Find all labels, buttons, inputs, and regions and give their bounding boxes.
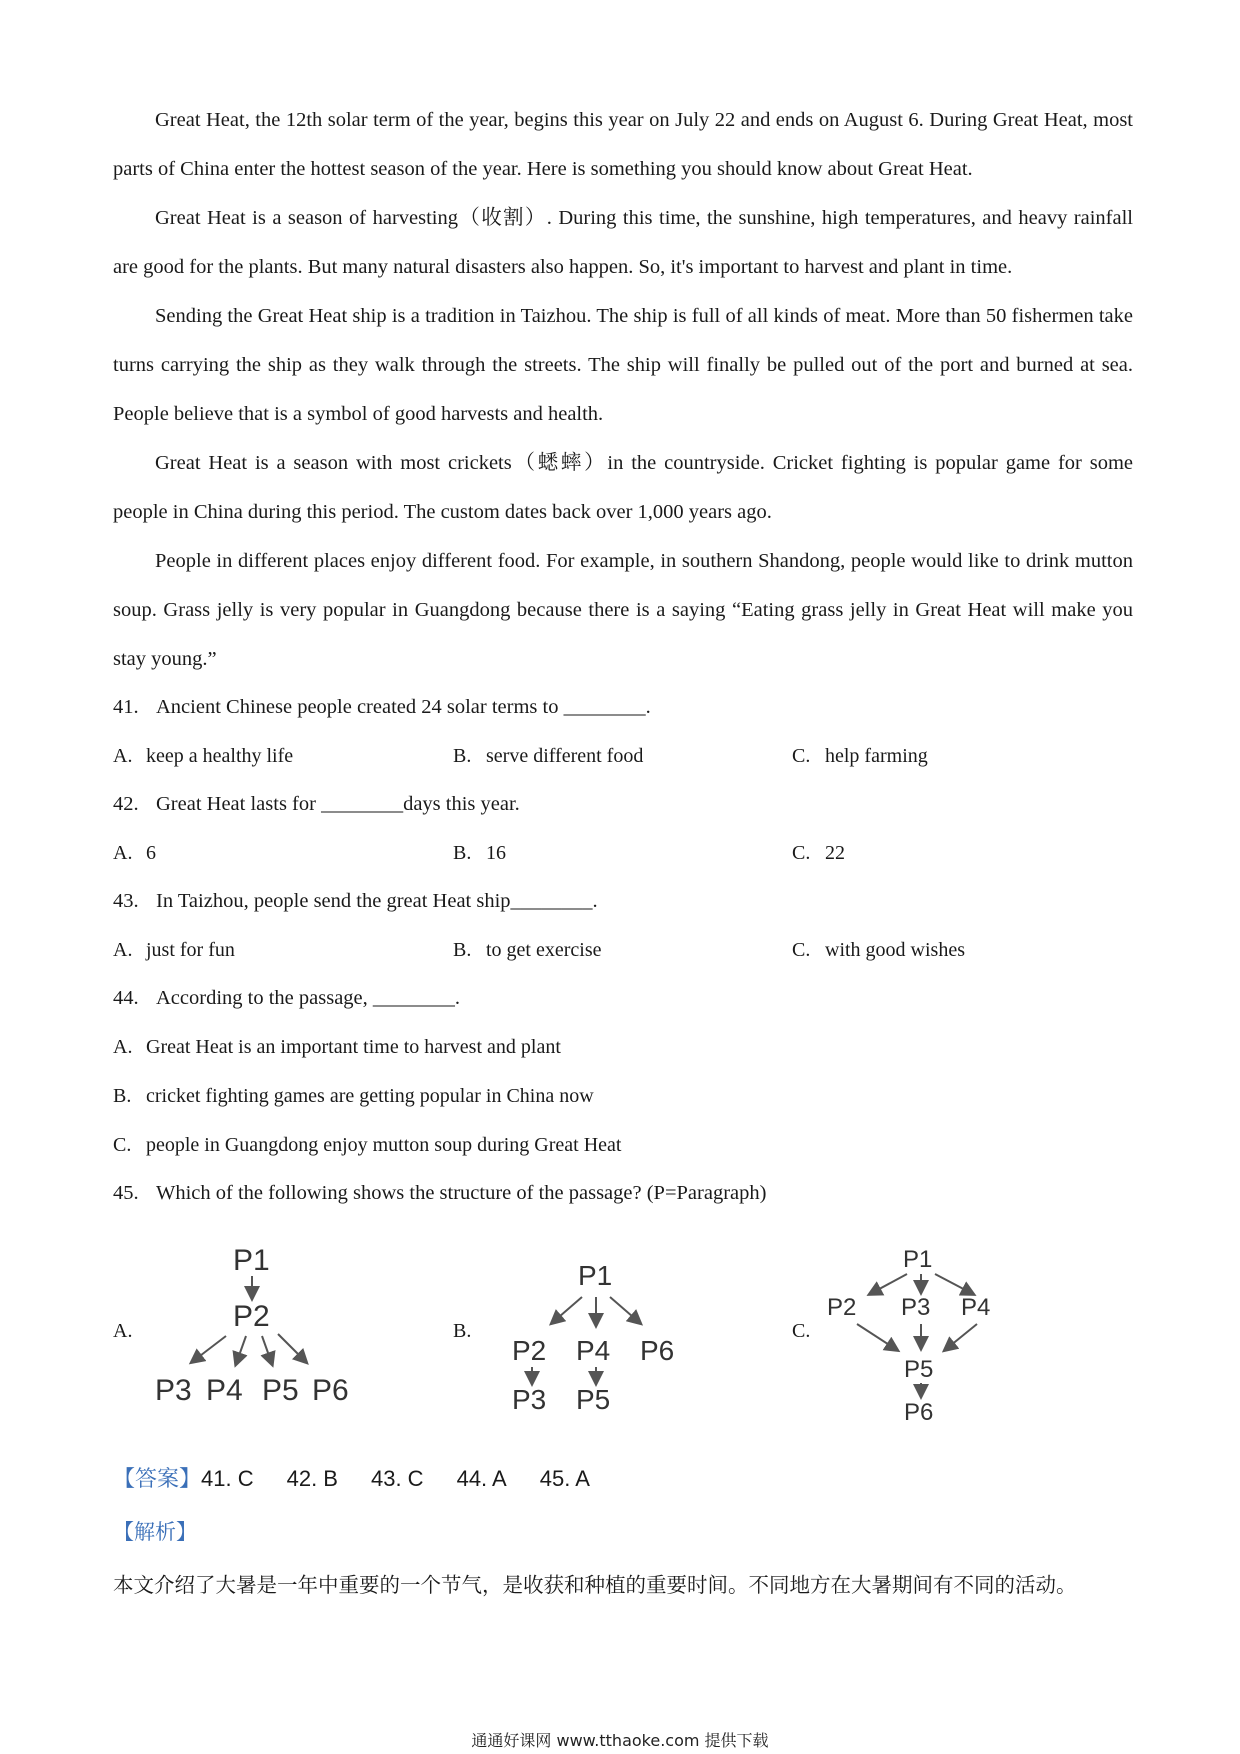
option-42-c: C. 22: [792, 842, 845, 864]
analysis-tag: 【解析】: [113, 1520, 197, 1544]
question-stem: Ancient Chinese people created 24 solar terms to ________.: [156, 696, 651, 718]
option-41-b: B. serve different food: [453, 745, 644, 767]
question-41: [113, 696, 651, 719]
diagram-b-p4: P4: [576, 1335, 611, 1366]
option-44-c: C. people in Guangdong enjoy mutton soup during Great Heat: [113, 1134, 622, 1156]
passage-paragraph-4: Great Heat is a season with most crickets（蟋蟀）in the countryside. Cricket fighting is popular game for some people in China during this period. The custom dates back over 1,000 years ago.: [113, 452, 1133, 523]
question-number: 43.: [113, 890, 139, 912]
option-41-c: C. help farming: [792, 745, 928, 767]
option-42-a: A. 6: [113, 842, 156, 864]
question-number: 44.: [113, 987, 139, 1009]
diagram-a-p3: P3: [155, 1374, 192, 1407]
question-number: 41.: [113, 696, 139, 718]
option-41-a: A. keep a healthy life: [113, 745, 294, 767]
diagram-c-p1: P1: [903, 1246, 933, 1273]
question-number: 42.: [113, 793, 139, 815]
question-45: [113, 1182, 766, 1205]
answer-tag: 【答案】: [113, 1467, 202, 1492]
structure-diagram-b: [500, 1255, 700, 1420]
question-42: [113, 793, 520, 816]
question-44: [113, 987, 460, 1010]
diagram-c-p3: P3: [901, 1294, 931, 1321]
structure-diagram-a: [150, 1240, 370, 1420]
diagram-c-p6: P6: [904, 1399, 934, 1425]
answer-item: 42. B: [286, 1466, 338, 1491]
diagram-c-p5: P5: [904, 1356, 934, 1383]
answer-item: 41. C: [201, 1466, 254, 1491]
passage-paragraph-5: People in different places enjoy different food. For example, in southern Shandong, people would like to drink mutton soup. Grass jelly is very popular in Guangdong because there is a saying “Eating grass jelly in Great Heat will make you stay young.”: [113, 550, 1133, 670]
diagram-b-p3: P3: [512, 1384, 547, 1415]
question-stem: Great Heat lasts for ________days this year.: [156, 793, 520, 815]
diagram-a-p2: P2: [233, 1300, 270, 1333]
question-43: [113, 890, 598, 913]
question-stem: According to the passage, ________.: [156, 987, 461, 1009]
diagram-b-p2: P2: [512, 1335, 547, 1366]
diagram-b-p1: P1: [578, 1260, 613, 1291]
option-45-b-label: B.: [453, 1320, 472, 1342]
option-45-c-label: C.: [792, 1320, 811, 1342]
option-44-b: B. cricket fighting games are getting popular in China now: [113, 1085, 594, 1107]
passage-paragraph-1: Great Heat, the 12th solar term of the year, begins this year on July 22 and ends on August 6. During Great Heat, most parts of China enter the hottest season of the year. Here is something you should know about Great Heat.: [113, 109, 1133, 180]
diagram-c-p4: P4: [961, 1294, 991, 1321]
analysis-text: 本文介绍了大暑是一年中重要的一个节气，是收获和种植的重要时间。不同地方在大暑期间有不同的活动。: [113, 1573, 1077, 1597]
diagram-a-p4: P4: [206, 1374, 243, 1407]
option-45-a-label: A.: [113, 1320, 133, 1342]
diagram-a-p1: P1: [233, 1244, 270, 1277]
option-44-a: A. Great Heat is an important time to harvest and plant: [113, 1036, 561, 1058]
passage-paragraph-3: Sending the Great Heat ship is a tradition in Taizhou. The ship is full of all kinds of meat. More than 50 fishermen take turns carrying the ship as they walk through the streets. The ship will finally be pulled out of the port and burned at sea. People believe that is a symbol of good harvests and health.: [113, 305, 1133, 425]
diagram-b-p5: P5: [576, 1384, 611, 1415]
structure-diagram-c: [825, 1240, 1015, 1430]
question-stem: Which of the following shows the structure of the passage? (P=Paragraph): [156, 1182, 767, 1204]
answer-item: 43. C: [370, 1466, 424, 1491]
passage-paragraph-2: Great Heat is a season of harvesting（收割）. During this time, the sunshine, high temperatures, and heavy rainfall are good for the plants. But many natural disasters also happen. So, it's important to harvest and plant in time.: [113, 207, 1133, 278]
diagram-a-p6: P6: [312, 1374, 349, 1407]
page-footer: 通通好课网 www.tthaoke.com 提供下载: [471, 1731, 769, 1750]
answer-item: 45. A: [539, 1466, 590, 1491]
answer-line: [113, 1462, 623, 1493]
option-42-b: B. 16: [453, 842, 506, 864]
option-43-a: A. just for fun: [113, 939, 235, 961]
answer-item: 44. A: [456, 1466, 507, 1491]
question-number: 45.: [113, 1182, 139, 1204]
option-43-c: C. with good wishes: [792, 939, 965, 961]
question-stem: In Taizhou, people send the great Heat ship________.: [156, 890, 598, 912]
diagram-a-p5: P5: [262, 1374, 299, 1407]
option-43-b: B. to get exercise: [453, 939, 602, 961]
diagram-b-p6: P6: [640, 1335, 675, 1366]
diagram-c-p2: P2: [827, 1294, 857, 1321]
